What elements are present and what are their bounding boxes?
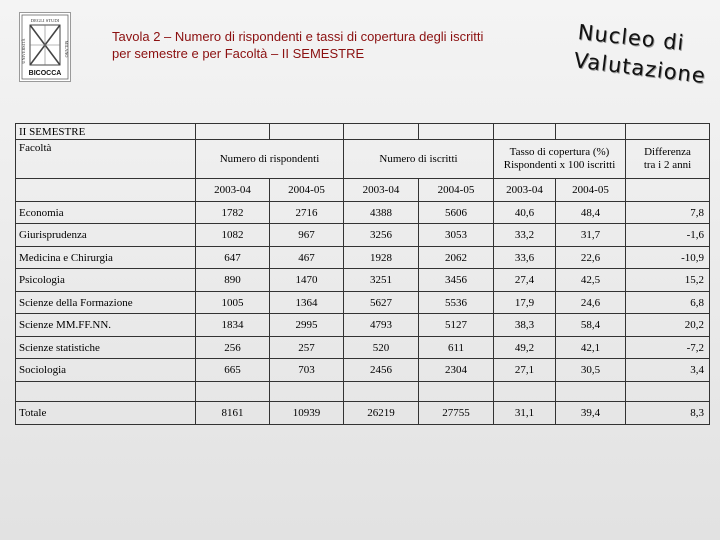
differenza-header-line-1: Differenza: [644, 146, 691, 159]
total-rispondenti-b: 10939: [270, 402, 344, 425]
facolta-cell: Scienze MM.FF.NN.: [16, 314, 196, 337]
iscritti-a-cell: 4388: [344, 201, 419, 224]
year-header: 2004-05: [270, 179, 344, 202]
header-row: [16, 140, 710, 179]
tasso-b-cell: 22,6: [556, 246, 626, 269]
differenza-header-line-2: tra i 2 anni: [643, 159, 692, 172]
iscritti-b-cell: 5606: [419, 201, 494, 224]
university-logo: [19, 12, 71, 82]
year-header: 2003-04: [494, 179, 556, 202]
year-header: 2004-05: [556, 179, 626, 202]
logo-text-1: DEGLI STUDI: [30, 18, 60, 23]
facolta-cell: Medicina e Chirurgia: [16, 246, 196, 269]
differenza-header: [626, 140, 710, 179]
rispondenti-a-cell: 665: [196, 359, 270, 382]
rispondenti-a-cell: 890: [196, 269, 270, 292]
tasso-header-line-1: Tasso di copertura (%): [509, 146, 610, 159]
total-differenza: 8,3: [626, 402, 710, 425]
tasso-a-cell: 33,2: [494, 224, 556, 247]
tasso-a-cell: 38,3: [494, 314, 556, 337]
rispondenti-a-cell: 1834: [196, 314, 270, 337]
facolta-cell: Giurisprudenza: [16, 224, 196, 247]
iscritti-b-cell: 5536: [419, 291, 494, 314]
tasso-a-cell: 33,6: [494, 246, 556, 269]
total-tasso-b: 39,4: [556, 402, 626, 425]
rispondenti-a-cell: 647: [196, 246, 270, 269]
rispondenti-a-cell: 1782: [196, 201, 270, 224]
iscritti-b-cell: 2304: [419, 359, 494, 382]
rispondenti-b-cell: 1364: [270, 291, 344, 314]
tasso-header: [494, 140, 626, 179]
facolta-cell: Scienze statistiche: [16, 336, 196, 359]
rispondenti-b-cell: 2995: [270, 314, 344, 337]
page-title: [112, 28, 562, 62]
spacer-row: [16, 381, 710, 401]
tasso-b-cell: 58,4: [556, 314, 626, 337]
differenza-cell: 6,8: [626, 291, 710, 314]
differenza-cell: -10,9: [626, 246, 710, 269]
table-row: [16, 359, 710, 382]
tasso-b-cell: 42,5: [556, 269, 626, 292]
facolta-cell: Scienze della Formazione: [16, 291, 196, 314]
facolta-cell: Psicologia: [16, 269, 196, 292]
total-label: Totale: [16, 402, 196, 425]
rispondenti-a-cell: 1082: [196, 224, 270, 247]
year-header: 2003-04: [196, 179, 270, 202]
tasso-b-cell: 30,5: [556, 359, 626, 382]
rispondenti-b-cell: 1470: [270, 269, 344, 292]
iscritti-a-cell: 5627: [344, 291, 419, 314]
total-iscritti-b: 27755: [419, 402, 494, 425]
title-line-2: per semestre e per Facoltà – II SEMESTRE: [112, 46, 365, 61]
semester-label: II SEMESTRE: [16, 124, 196, 140]
table-row: [16, 246, 710, 269]
iscritti-a-cell: 4793: [344, 314, 419, 337]
brand-nucleo-valutazione: [572, 20, 712, 90]
rispondenti-b-cell: 467: [270, 246, 344, 269]
total-row: [16, 402, 710, 425]
table-row: [16, 224, 710, 247]
tasso-a-cell: 27,4: [494, 269, 556, 292]
differenza-cell: 15,2: [626, 269, 710, 292]
tasso-header-line-2: Rispondenti x 100 iscritti: [503, 159, 616, 172]
rispondenti-b-cell: 703: [270, 359, 344, 382]
iscritti-a-cell: 1928: [344, 246, 419, 269]
brand-line-2: Valutazione: [572, 48, 708, 89]
iscritti-a-cell: 2456: [344, 359, 419, 382]
total-rispondenti-a: 8161: [196, 402, 270, 425]
tasso-a-cell: 27,1: [494, 359, 556, 382]
iscritti-header: Numero di iscritti: [344, 140, 494, 179]
differenza-cell: 20,2: [626, 314, 710, 337]
rispondenti-a-cell: 1005: [196, 291, 270, 314]
years-row: [16, 179, 710, 202]
rispondenti-a-cell: 256: [196, 336, 270, 359]
rispondenti-header: Numero di rispondenti: [196, 140, 344, 179]
iscritti-a-cell: 520: [344, 336, 419, 359]
iscritti-b-cell: 611: [419, 336, 494, 359]
rispondenti-b-cell: 967: [270, 224, 344, 247]
iscritti-b-cell: 3456: [419, 269, 494, 292]
facolta-header: Facoltà: [16, 140, 196, 179]
iscritti-b-cell: 2062: [419, 246, 494, 269]
total-tasso-a: 31,1: [494, 402, 556, 425]
table-row: [16, 269, 710, 292]
facolta-cell: Sociologia: [16, 359, 196, 382]
semester-row: [16, 124, 710, 140]
total-iscritti-a: 26219: [344, 402, 419, 425]
tasso-a-cell: 40,6: [494, 201, 556, 224]
tasso-b-cell: 24,6: [556, 291, 626, 314]
iscritti-a-cell: 3251: [344, 269, 419, 292]
iscritti-a-cell: 3256: [344, 224, 419, 247]
iscritti-b-cell: 5127: [419, 314, 494, 337]
data-table: [15, 123, 710, 425]
logo-text-3: MILANO: [64, 40, 69, 58]
table-row: [16, 201, 710, 224]
logo-text-4: BICOCCA: [28, 70, 62, 77]
facolta-cell: Economia: [16, 201, 196, 224]
tasso-a-cell: 49,2: [494, 336, 556, 359]
logo-text-2: UNIVERSITÀ: [21, 38, 26, 64]
differenza-cell: 7,8: [626, 201, 710, 224]
table-row: [16, 291, 710, 314]
iscritti-b-cell: 3053: [419, 224, 494, 247]
differenza-cell: 3,4: [626, 359, 710, 382]
differenza-cell: -7,2: [626, 336, 710, 359]
rispondenti-b-cell: 2716: [270, 201, 344, 224]
differenza-cell: -1,6: [626, 224, 710, 247]
brand-line-1: Nucleo di: [576, 20, 686, 56]
table-row: [16, 336, 710, 359]
tasso-b-cell: 31,7: [556, 224, 626, 247]
title-line-1: Tavola 2 – Numero di rispondenti e tassi di copertura degli iscritti: [112, 29, 484, 44]
year-header: 2003-04: [344, 179, 419, 202]
tasso-b-cell: 48,4: [556, 201, 626, 224]
year-header: 2004-05: [419, 179, 494, 202]
rispondenti-b-cell: 257: [270, 336, 344, 359]
tasso-b-cell: 42,1: [556, 336, 626, 359]
table-row: [16, 314, 710, 337]
tasso-a-cell: 17,9: [494, 291, 556, 314]
